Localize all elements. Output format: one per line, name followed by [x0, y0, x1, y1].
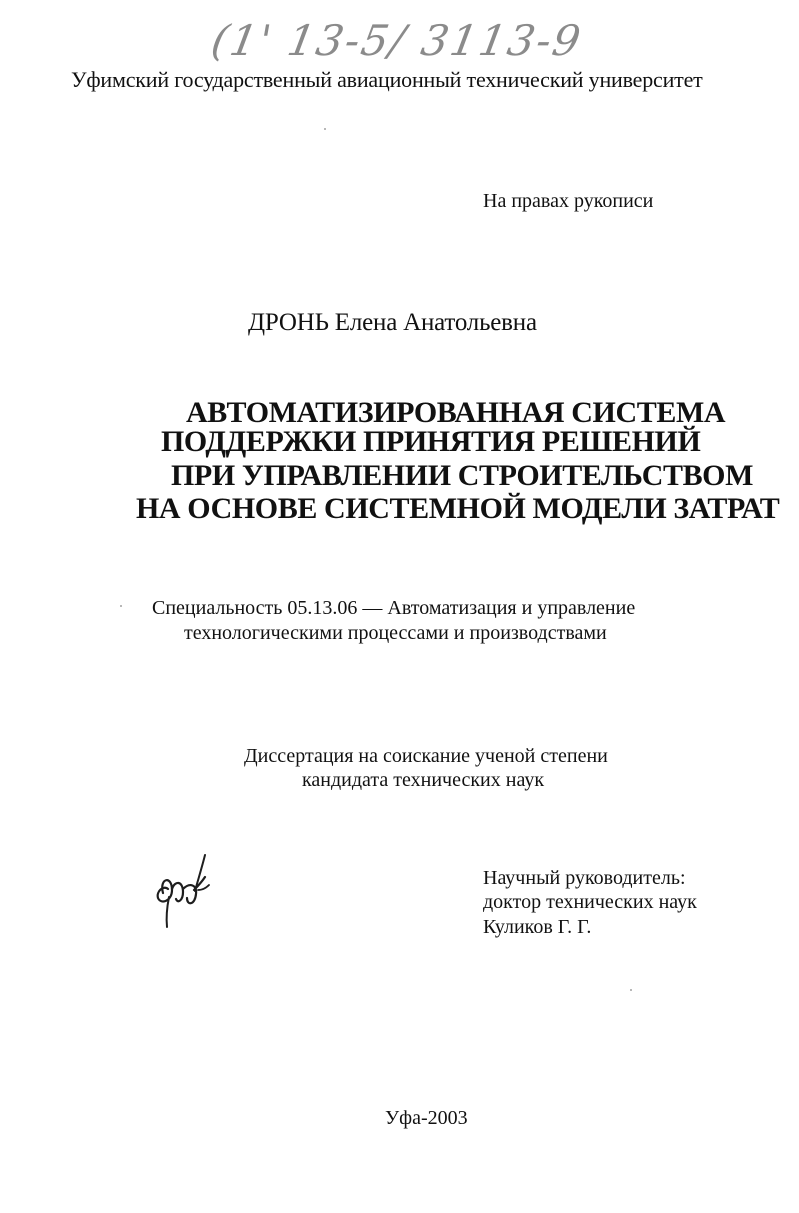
- scan-speck: [120, 605, 122, 607]
- city-year: Уфа-2003: [385, 1107, 468, 1129]
- scan-speck: [324, 128, 326, 130]
- title-line-3: ПРИ УПРАВЛЕНИИ СТРОИТЕЛЬСТВОМ: [171, 459, 754, 492]
- scan-speck: [630, 989, 632, 991]
- title-line-2: ПОДДЕРЖКИ ПРИНЯТИЯ РЕШЕНИЙ: [161, 425, 701, 458]
- title-line-1: АВТОМАТИЗИРОВАННАЯ СИСТЕМА: [186, 396, 726, 429]
- university-name: Уфимский государственный авиационный технический университет: [71, 67, 703, 92]
- rights-note: На правах рукописи: [483, 190, 654, 212]
- advisor-line-2: доктор технических наук: [483, 891, 697, 913]
- signature-icon: [148, 847, 222, 935]
- advisor-line-3: Куликов Г. Г.: [483, 916, 592, 938]
- title-line-4: НА ОСНОВЕ СИСТЕМНОЙ МОДЕЛИ ЗАТРАТ: [136, 492, 780, 525]
- handwritten-code: [196, 10, 586, 68]
- advisor-line-1: Научный руководитель:: [483, 867, 686, 889]
- dissertation-line-2: кандидата технических наук: [302, 769, 545, 791]
- author-name: ДРОНЬ Елена Анатольевна: [248, 309, 537, 336]
- dissertation-line-1: Диссертация на соискание ученой степени: [244, 745, 608, 767]
- handwritten-code-text: (1' 13-5/ 3113-9: [207, 16, 586, 65]
- specialty-line-1: Специальность 05.13.06 — Автоматизация и управление: [152, 597, 636, 619]
- specialty-line-2: технологическими процессами и производствами: [184, 622, 607, 644]
